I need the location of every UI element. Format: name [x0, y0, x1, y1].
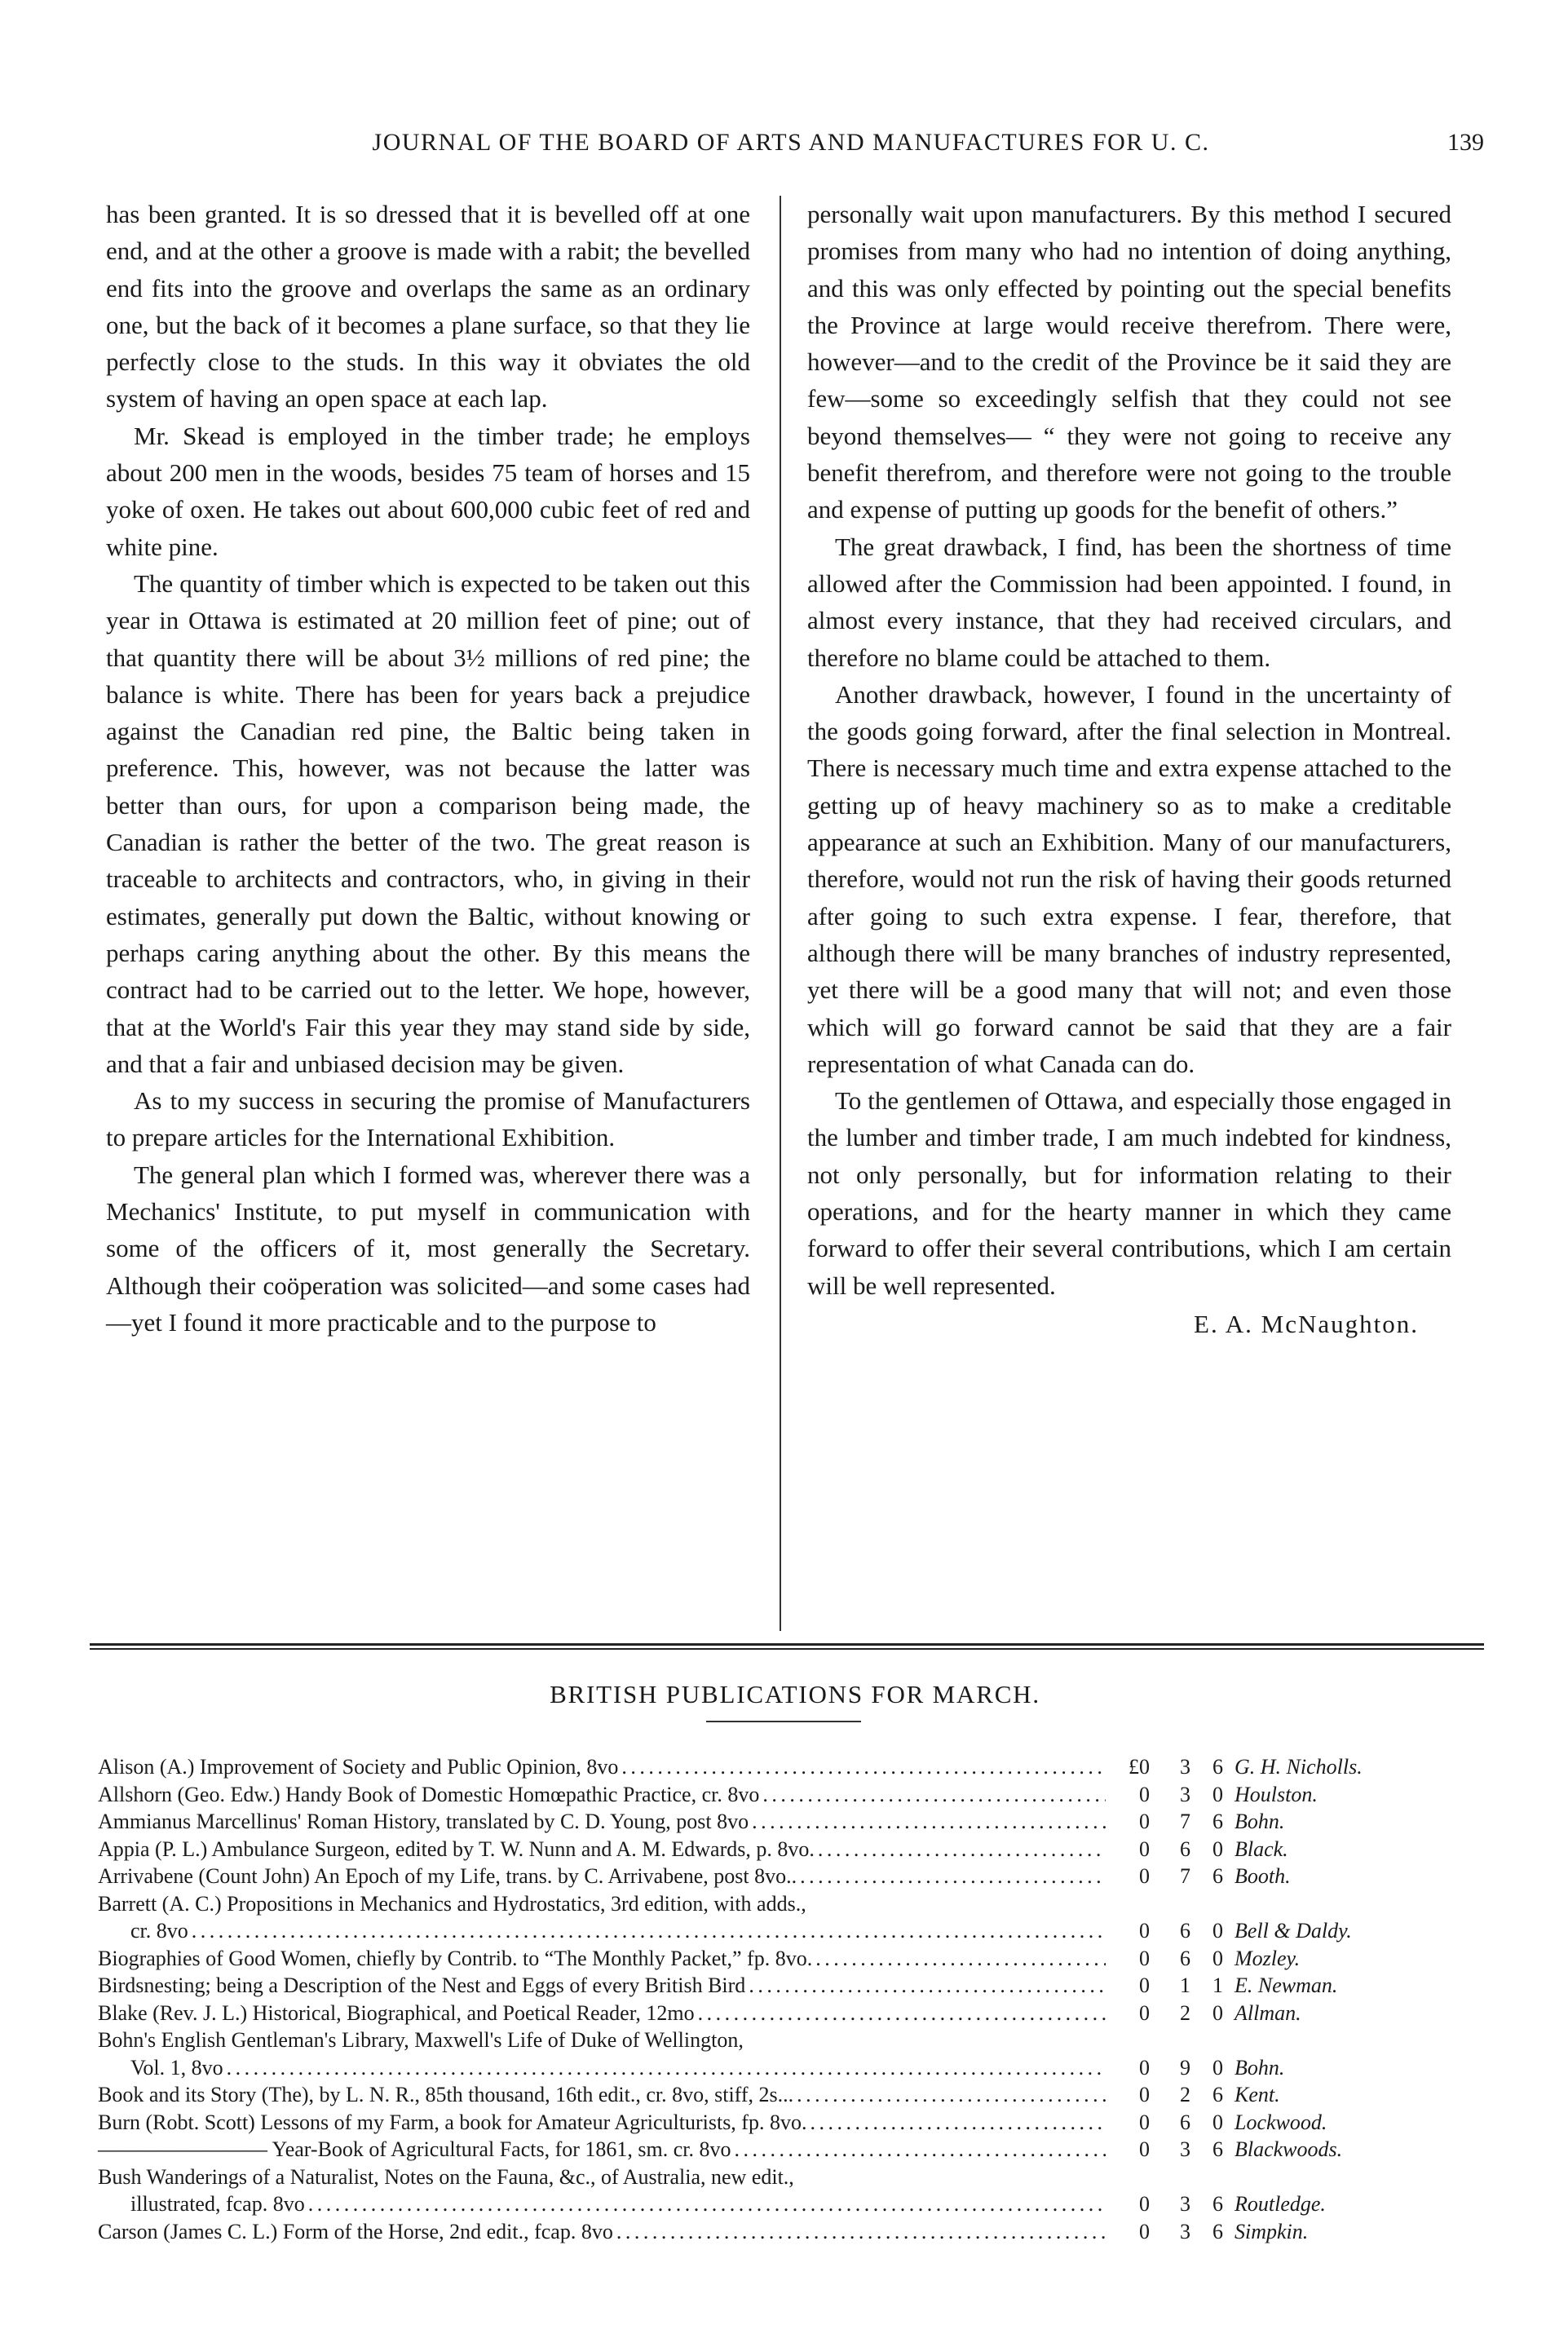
page-number: 139: [1447, 129, 1484, 156]
paragraph: has been granted. It is so dressed that it is bevelled off at one end, and at the other a groove is made with a rabit; the bevelled end fits into the groove and overlaps the same as an ordinary one, but the back of it becomes a plane surface, so that they lie perfectly close to the studs. In this way it obviates the old system of having an open space at each lap.: [106, 200, 750, 413]
publication-title: Alison (A.) Improvement of Society and Public Opinion, 8vo: [98, 1755, 619, 1779]
section-title: BRITISH PUBLICATIONS FOR MARCH.: [550, 1680, 1040, 1708]
paragraph: Another drawback, however, I found in the uncertainty of the goods going forward, after the final selection in Montreal. There is necessary much time and extra expense attached to the getting up of heavy machinery so as to make a creditable appearance at such an Exhibition. Many of our manufacturers, therefore, would not run the risk of having their goods returned after going to such extra expense. I fear, therefore, that although there will be many branches of industry represented, yet there will be a good many that will not; and even those which will go forward cannot be said that they are a fair representation of what Canada can do.: [807, 679, 1451, 1078]
leader-dots: [749, 1972, 1106, 2000]
publisher-name: Bohn.: [1235, 2055, 1285, 2080]
price-shillings: 9: [1180, 2055, 1190, 2080]
price-shillings: 6: [1180, 1946, 1190, 1970]
publication-title: Carson (James C. L.) Form of the Horse, 2nd edit., fcap. 8vo: [98, 2219, 613, 2243]
price-pence: 6: [1212, 2137, 1223, 2161]
price-shillings: 2: [1180, 2000, 1190, 2025]
publication-price: [1109, 2136, 1223, 2164]
price-pence: 6: [1212, 1864, 1223, 1888]
publications-list: [98, 1753, 1484, 2245]
publication-price: [1109, 2081, 1223, 2109]
paragraph: The general plan which I formed was, wherever there was a Mechanics' Institute, to put myself in communication with some of the officers of it, most generally the Secretary. Although their coöperation was solicited—and some cases had—yet I found it more practicable and to the purpose to: [106, 1160, 750, 1337]
leader-dots: [800, 1863, 1106, 1890]
publication-entry: [98, 1808, 1484, 1836]
price-shillings: 7: [1180, 1864, 1190, 1888]
price-pence: 1: [1212, 1974, 1223, 1997]
publication-title: Burn (Robt. Scott) Lessons of my Farm, a book for Amateur Agriculturists, fp. 8vo.: [98, 2110, 807, 2134]
publication-entry: [98, 1945, 1484, 1973]
leader-dots: [192, 1917, 1106, 1945]
publication-entry: [98, 2109, 1484, 2137]
publication-price: [1109, 1917, 1223, 1945]
publication-title: Blake (Rev. J. L.) Historical, Biographical, and Poetical Reader, 12mo: [98, 2000, 695, 2025]
publication-title: Birdsnesting; being a Description of the Nest and Eggs of every British Bird: [98, 1974, 746, 1997]
publication-entry: [98, 2027, 1484, 2081]
price-pounds: 0: [1139, 2192, 1150, 2216]
publication-title: Allshorn (Geo. Edw.) Handy Book of Domestic Homœpathic Practice, cr. 8vo: [98, 1782, 760, 1806]
publication-title: Appia (P. L.) Ambulance Surgeon, edited by T. W. Nunn and A. M. Edwards, p. 8vo.: [98, 1836, 815, 1861]
price-shillings: 2: [1180, 2083, 1190, 2106]
publication-price: [1109, 2109, 1223, 2137]
price-pence: 0: [1212, 1919, 1223, 1943]
publication-title: Ammianus Marcellinus' Roman History, translated by C. D. Young, post 8vo: [98, 1810, 749, 1833]
price-shillings: 3: [1180, 2137, 1190, 2161]
publication-price: [1109, 1836, 1223, 1863]
price-shillings: 3: [1180, 2192, 1190, 2216]
publication-title-continued: illustrated, fcap. 8vo: [130, 2192, 305, 2216]
publication-title: Book and its Story (The), by L. N. R., 85th thousand, 16th edit., cr. 8vo, stiff, 2s...: [98, 2083, 794, 2106]
price-pence: 0: [1212, 1836, 1223, 1861]
publication-entry: [98, 2136, 1484, 2164]
journal-title: JOURNAL OF THE BOARD OF ARTS AND MANUFACTURES FOR U. C.: [372, 129, 1210, 156]
price-pounds: £0: [1129, 1755, 1150, 1779]
leader-dots: [616, 2218, 1106, 2246]
publication-price: [1109, 1945, 1223, 1973]
leader-dots: [621, 1753, 1106, 1781]
publication-price: [1109, 1863, 1223, 1890]
publication-entry: [98, 2081, 1484, 2109]
publication-entry: [98, 1972, 1484, 2000]
paragraph: The great drawback, I find, has been the shortness of time allowed after the Commission had been appointed. I found, in almost every instance, that they had received circulars, and therefore no blame could be attached to them.: [807, 532, 1451, 672]
section-divider: [90, 1643, 1484, 1650]
price-pence: 0: [1212, 2055, 1223, 2080]
publisher-name: Bell & Daldy.: [1235, 1919, 1352, 1943]
publication-price: [1109, 1972, 1223, 2000]
paragraph: Mr. Skead is employed in the timber trade; he employs about 200 men in the woods, besides 75 team of horses and 15 yoke of oxen. He takes out about 600,000 cubic feet of red and white pine.: [106, 421, 750, 561]
price-pounds: 0: [1139, 1782, 1150, 1806]
leader-dots: [227, 2054, 1106, 2082]
publication-price: [1109, 2000, 1223, 2027]
publisher-name: Mozley.: [1235, 1946, 1301, 1970]
leader-dots: [752, 1808, 1106, 1836]
publisher-name: Bohn.: [1235, 1810, 1285, 1833]
price-pounds: 0: [1139, 1919, 1150, 1943]
publisher-name: G. H. Nicholls.: [1235, 1755, 1363, 1779]
leader-dots: [308, 2190, 1106, 2218]
publication-title: ———————— Year-Book of Agricultural Facts, for 1861, sm. cr. 8vo: [98, 2137, 731, 2161]
publication-entry: [98, 2218, 1484, 2246]
price-pounds: 0: [1139, 2055, 1150, 2080]
price-shillings: 3: [1180, 1755, 1190, 1779]
price-pence: 6: [1212, 2219, 1223, 2243]
publisher-name: Routledge.: [1235, 2192, 1326, 2216]
price-pence: 6: [1212, 2192, 1223, 2216]
price-pence: 0: [1212, 1782, 1223, 1806]
publication-price: [1109, 1781, 1223, 1809]
publication-title: Bush Wanderings of a Naturalist, Notes on the Fauna, &c., of Australia, new edit.,: [98, 2164, 794, 2189]
price-pence: 6: [1212, 1755, 1223, 1779]
leader-dots: [815, 1945, 1106, 1973]
publication-title: Barrett (A. C.) Propositions in Mechanics and Hydrostatics, 3rd edition, with adds.,: [98, 1891, 806, 1916]
price-pence: 0: [1212, 2110, 1223, 2134]
leader-dots: [818, 1836, 1106, 1863]
title-underline: [706, 1721, 861, 1722]
publication-entry: [98, 1890, 1484, 1945]
price-pounds: 0: [1139, 1974, 1150, 1997]
publication-title: Arrivabene (Count John) An Epoch of my Life, trans. by C. Arrivabene, post 8vo..: [98, 1864, 797, 1888]
running-head: [106, 129, 1484, 165]
price-pounds: 0: [1139, 2137, 1150, 2161]
price-shillings: 1: [1180, 1974, 1190, 1997]
publisher-name: Booth.: [1235, 1864, 1291, 1888]
publisher-name: Black.: [1235, 1836, 1288, 1861]
publication-entry: [98, 1863, 1484, 1890]
paragraph: To the gentlemen of Ottawa, and especially those engaged in the lumber and timber trade, I am much indebted for kindness, not only personally, but for information relating to their operations, and for the hearty manner in which they came forward to offer their several contributions, which I am certain will be well represented.: [807, 1086, 1451, 1300]
publication-entry: [98, 1753, 1484, 1781]
publication-entry: [98, 2164, 1484, 2218]
price-pounds: 0: [1139, 1946, 1150, 1970]
leader-dots: [797, 2081, 1106, 2109]
price-pounds: 0: [1139, 2219, 1150, 2243]
publication-title-continued: Vol. 1, 8vo: [130, 2055, 223, 2080]
price-pence: 6: [1212, 1810, 1223, 1833]
right-column: [807, 196, 1451, 1342]
leader-dots: [698, 2000, 1106, 2027]
publication-price: [1109, 2218, 1223, 2246]
publisher-name: Simpkin.: [1235, 2219, 1309, 2243]
publication-price: [1109, 2054, 1223, 2082]
author-signature: E. A. McNaughton.: [1194, 1309, 1419, 1338]
left-column: [106, 196, 750, 1341]
publisher-name: Allman.: [1235, 2000, 1301, 2025]
price-pounds: 0: [1139, 1864, 1150, 1888]
price-pence: 6: [1212, 2083, 1223, 2106]
price-shillings: 6: [1180, 1836, 1190, 1861]
price-pence: 0: [1212, 1946, 1223, 1970]
leader-dots: [735, 2136, 1106, 2164]
column-divider: [780, 196, 781, 1631]
publication-entry: [98, 2000, 1484, 2027]
publication-price: [1109, 1808, 1223, 1836]
price-pence: 0: [1212, 2000, 1223, 2025]
price-pounds: 0: [1139, 1810, 1150, 1833]
price-pounds: 0: [1139, 2000, 1150, 2025]
publisher-name: Kent.: [1235, 2083, 1280, 2106]
price-pounds: 0: [1139, 1836, 1150, 1861]
price-pounds: 0: [1139, 2110, 1150, 2134]
publication-entry: [98, 1836, 1484, 1863]
leader-dots: [762, 1781, 1106, 1809]
price-shillings: 3: [1180, 1782, 1190, 1806]
paragraph: The quantity of timber which is expected to be taken out this year in Ottawa is estimated at 20 million feet of pine; out of that quantity there will be about 3½ millions of red pine; the balance is white. There has been for years back a prejudice against the Canadian red pine, the Baltic being taken in preference. This, however, was not because the latter was better than ours, for upon a comparison being made, the Canadian is rather the better of the two. The great reason is traceable to architects and contractors, who, in giving in their estimates, generally put down the Baltic, without knowing or perhaps caring anything about the other. By this means the contract had to be carried out to the letter. We hope, however, that at the World's Fair this year they may stand side by side, and that a fair and unbiased decision may be given.: [106, 568, 750, 1078]
price-shillings: 6: [1180, 1919, 1190, 1943]
publisher-name: Lockwood.: [1235, 2110, 1327, 2134]
price-pounds: 0: [1139, 2083, 1150, 2106]
publication-title: Bohn's English Gentleman's Library, Maxwell's Life of Duke of Wellington,: [98, 2028, 744, 2052]
article-columns: [106, 196, 1484, 1631]
paragraph: As to my success in securing the promise of Manufacturers to prepare articles for the International Exhibition.: [106, 1086, 750, 1152]
price-shillings: 7: [1180, 1810, 1190, 1833]
publication-entry: [98, 1781, 1484, 1809]
publication-price: [1109, 1753, 1223, 1781]
publication-price: [1109, 2190, 1223, 2218]
price-shillings: 6: [1180, 2110, 1190, 2134]
paragraph: personally wait upon manufacturers. By this method I secured promises from many who had no intention of doing anything, and this was only effected by pointing out the special benefits the Province at large would receive therefrom. There were, however—and to the credit of the Province be it said they are few—some so exceedingly selfish that they could not see beyond themselves— “ they were not going to receive any benefit therefrom, and therefore were not going to the trouble and expense of putting up goods for the benefit of others.”: [807, 200, 1451, 524]
price-shillings: 3: [1180, 2219, 1190, 2243]
publisher-name: E. Newman.: [1235, 1974, 1338, 1997]
publication-title: Biographies of Good Women, chiefly by Contrib. to “The Monthly Packet,” fp. 8vo.: [98, 1946, 813, 1970]
publisher-name: Houlston.: [1235, 1782, 1318, 1806]
leader-dots: [810, 2109, 1106, 2137]
publisher-name: Blackwoods.: [1235, 2137, 1343, 2161]
publication-title-continued: cr. 8vo: [130, 1919, 188, 1943]
